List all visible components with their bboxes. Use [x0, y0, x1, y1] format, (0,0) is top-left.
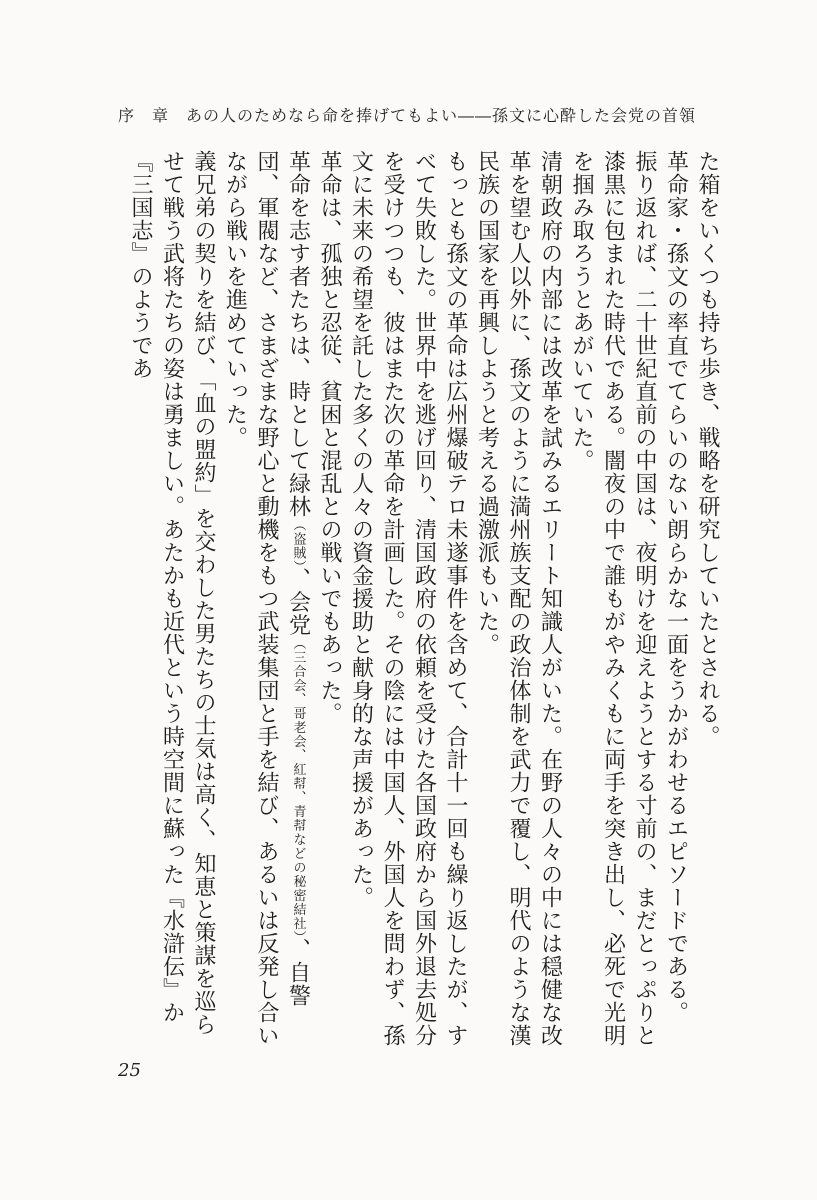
paragraph-4: 清朝政府の内部には改革を試みるエリート知識人がいた。在野の人々の中には穏健な改革を望む人以外に、孫文のように満州族支配の政治体制を武力で覆し、明代のような漢民族の国家を再興しようと考える過激派もいた。 [474, 150, 563, 1047]
paragraph-7-part-a: 革命を志す者たちは、時として緑林 [285, 150, 311, 518]
paragraph-7-part-c: 、自警団、軍閥など、さまざまな野心と動機をもつ武装集団と手を結び、あるいは反発し合いながら戦いを進めていった。 [222, 150, 311, 1047]
paragraph-7-part-b: 、会党 [285, 567, 311, 637]
paragraph-1: た箱をいくつも持ち歩き、戦略を研究していたとされる。 [695, 150, 720, 748]
paragraph-2: 革命家・孫文の率直でてらいのない朗らかな一面をうかがわせるエピソードである。 [663, 150, 689, 1024]
paragraph-3: 振り返れば、二十世紀直前の中国は、夜明けを迎えようとする寸前の、まだとっぷりと漆黒に包まれた時代である。闇夜の中で誰もがやみくもに両手を突き出し、必死で光明を掴み取ろうとあがいていた。 [569, 150, 657, 1047]
paragraph-5: もっとも孫文の革命は広州爆破テロ未遂事件を含めて、合計十一回も繰り返したが、すべて失敗した。世界中を逃げ回り、清国政府の依頼を受けた各国政府から国外退去処分を受けつつも、彼はまた次の革命を計画した。その陰には中国人、外国人を問わず、孫文に未来の希望を託した多くの人々の資金援助と献身的な声援があった。 [348, 150, 468, 1047]
paragraph-7 [219, 150, 314, 1050]
annotation-secret-societies: （三合会、哥老会、紅幇、青幇などの秘密結社） [290, 636, 306, 938]
body-text [98, 150, 723, 1050]
annotation-bandits: （盗賊） [290, 518, 306, 568]
page-number: 25 [118, 1060, 141, 1081]
paragraph-6: 革命は、孤独と忍従、貧困と混乱との戦いでもあった。 [317, 150, 342, 725]
running-head: 序 章 あの人のためなら命を捧げてもよい――孫文に心酔した会党の首領 [118, 106, 697, 125]
paragraph-8: 義兄弟の契りを結び、「血の盟約」を交わした男たちの士気は高く、知恵と策謀を巡らせて戦う武将たちの姿は勇ましい。あたかも近代という時空間に蘇った『水滸伝』か『三国志』のようであ [128, 150, 216, 1036]
